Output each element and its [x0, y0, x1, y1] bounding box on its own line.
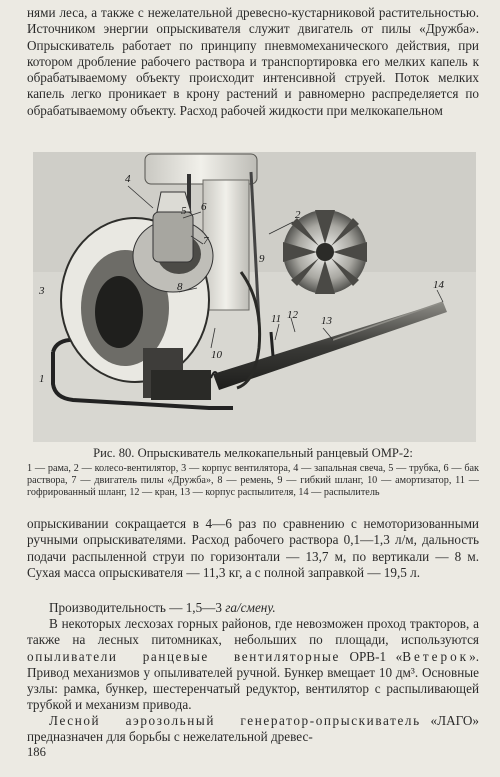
- callout-14: 14: [433, 279, 444, 291]
- p4-device-name: Ветерок: [402, 648, 470, 664]
- callout-1: 1: [39, 373, 45, 385]
- callout-4: 4: [125, 173, 131, 185]
- callout-9: 9: [259, 253, 265, 265]
- callout-11: 11: [271, 313, 282, 325]
- figure-sprayer-illustration: [33, 152, 476, 442]
- p5-spaced-term: Лесной аэрозольный генератор-опрыскиватель: [49, 713, 421, 728]
- callout-8: 8: [177, 281, 183, 293]
- callout-5: 5: [181, 205, 187, 217]
- callout-3: 3: [39, 285, 45, 297]
- p4-spaced-term: опыливатели ранцевые вентиляторные: [27, 648, 340, 664]
- callout-10: 10: [211, 349, 222, 361]
- callout-13: 13: [321, 315, 332, 327]
- p5-rest: «ЛАГО» предназначен для борьбы с нежелательной древес-: [27, 713, 480, 745]
- sprayer-drawing: [33, 152, 476, 442]
- paragraph-4: [27, 616, 479, 714]
- paragraph-productivity: [27, 600, 479, 616]
- page-number: 186: [27, 745, 46, 759]
- productivity-unit: га/смену.: [225, 600, 276, 615]
- productivity-label: Производительность — 1,5—3: [49, 600, 226, 615]
- callout-6: 6: [201, 201, 207, 213]
- p4-part-b: ОРВ-1 «: [339, 648, 403, 664]
- p4-part-c: ». Привод механизмов у опыливателей ручной. Бункер вмещает 10 дм³. Основные узлы: рамка, бункер, шестеренчатый редуктор, вентилятор с распыливающей трубкой и механизм привода.: [27, 648, 479, 713]
- callout-2: 2: [295, 209, 301, 221]
- figure-legend: 1 — рама, 2 — колесо-вентилятор, 3 — корпус вентилятора, 4 — запальная свеча, 5 — трубка, 6 — бак раствора, 7 — двигатель пилы «Дружба», 8 — ремень, 9 — гибкий шланг, 10 — амортизатор, 11 — гофрированный шланг, 12 — кран, 13 — корпус распылителя, 14 — распылитель: [27, 463, 479, 498]
- top-paragraph: нями леса, а также с нежелательной древесно-кустарниковой растительностью. Источником энергии опрыскивателя служит двигатель от пилы «Дружба». Опрыскиватель работает по принципу пневмомеханического действия, при котором дробление рабочего раствора и транспортировка его мелких капель к обрабатываемому объекту происходит интенсивной струей. Поток мелких капель легко проникает в крону растений и равномерно распределяется по обрабатываемому объекту. Расход рабочей жидкости при мелкокапельном: [27, 5, 479, 118]
- p4-part-a: В некоторых лесхозах горных районов, где невозможен проход тракторов, а также на лесных питомниках, небольших по площади, используются: [27, 616, 479, 648]
- figure-caption-title: Рис. 80. Опрыскиватель мелкокапельный ранцевый ОМР-2:: [93, 446, 413, 460]
- paragraph-2: опрыскивании сокращается в 4—6 раз по сравнению с немоторизованными ручными опрыскивателями. Расход рабочего раствора 0,1—1,3 л/м, дальность подачи распыленной струи по горизонтали — 13,7 м, по вертикали — 8 м. Сухая масса опрыскивателя — 11,3 кг, а с полной заправкой — 19,5 л.: [27, 516, 479, 580]
- fan-wheel-image: [283, 210, 367, 294]
- callout-7: 7: [203, 235, 209, 247]
- paragraph-5: [27, 713, 479, 746]
- callout-12: 12: [287, 309, 298, 321]
